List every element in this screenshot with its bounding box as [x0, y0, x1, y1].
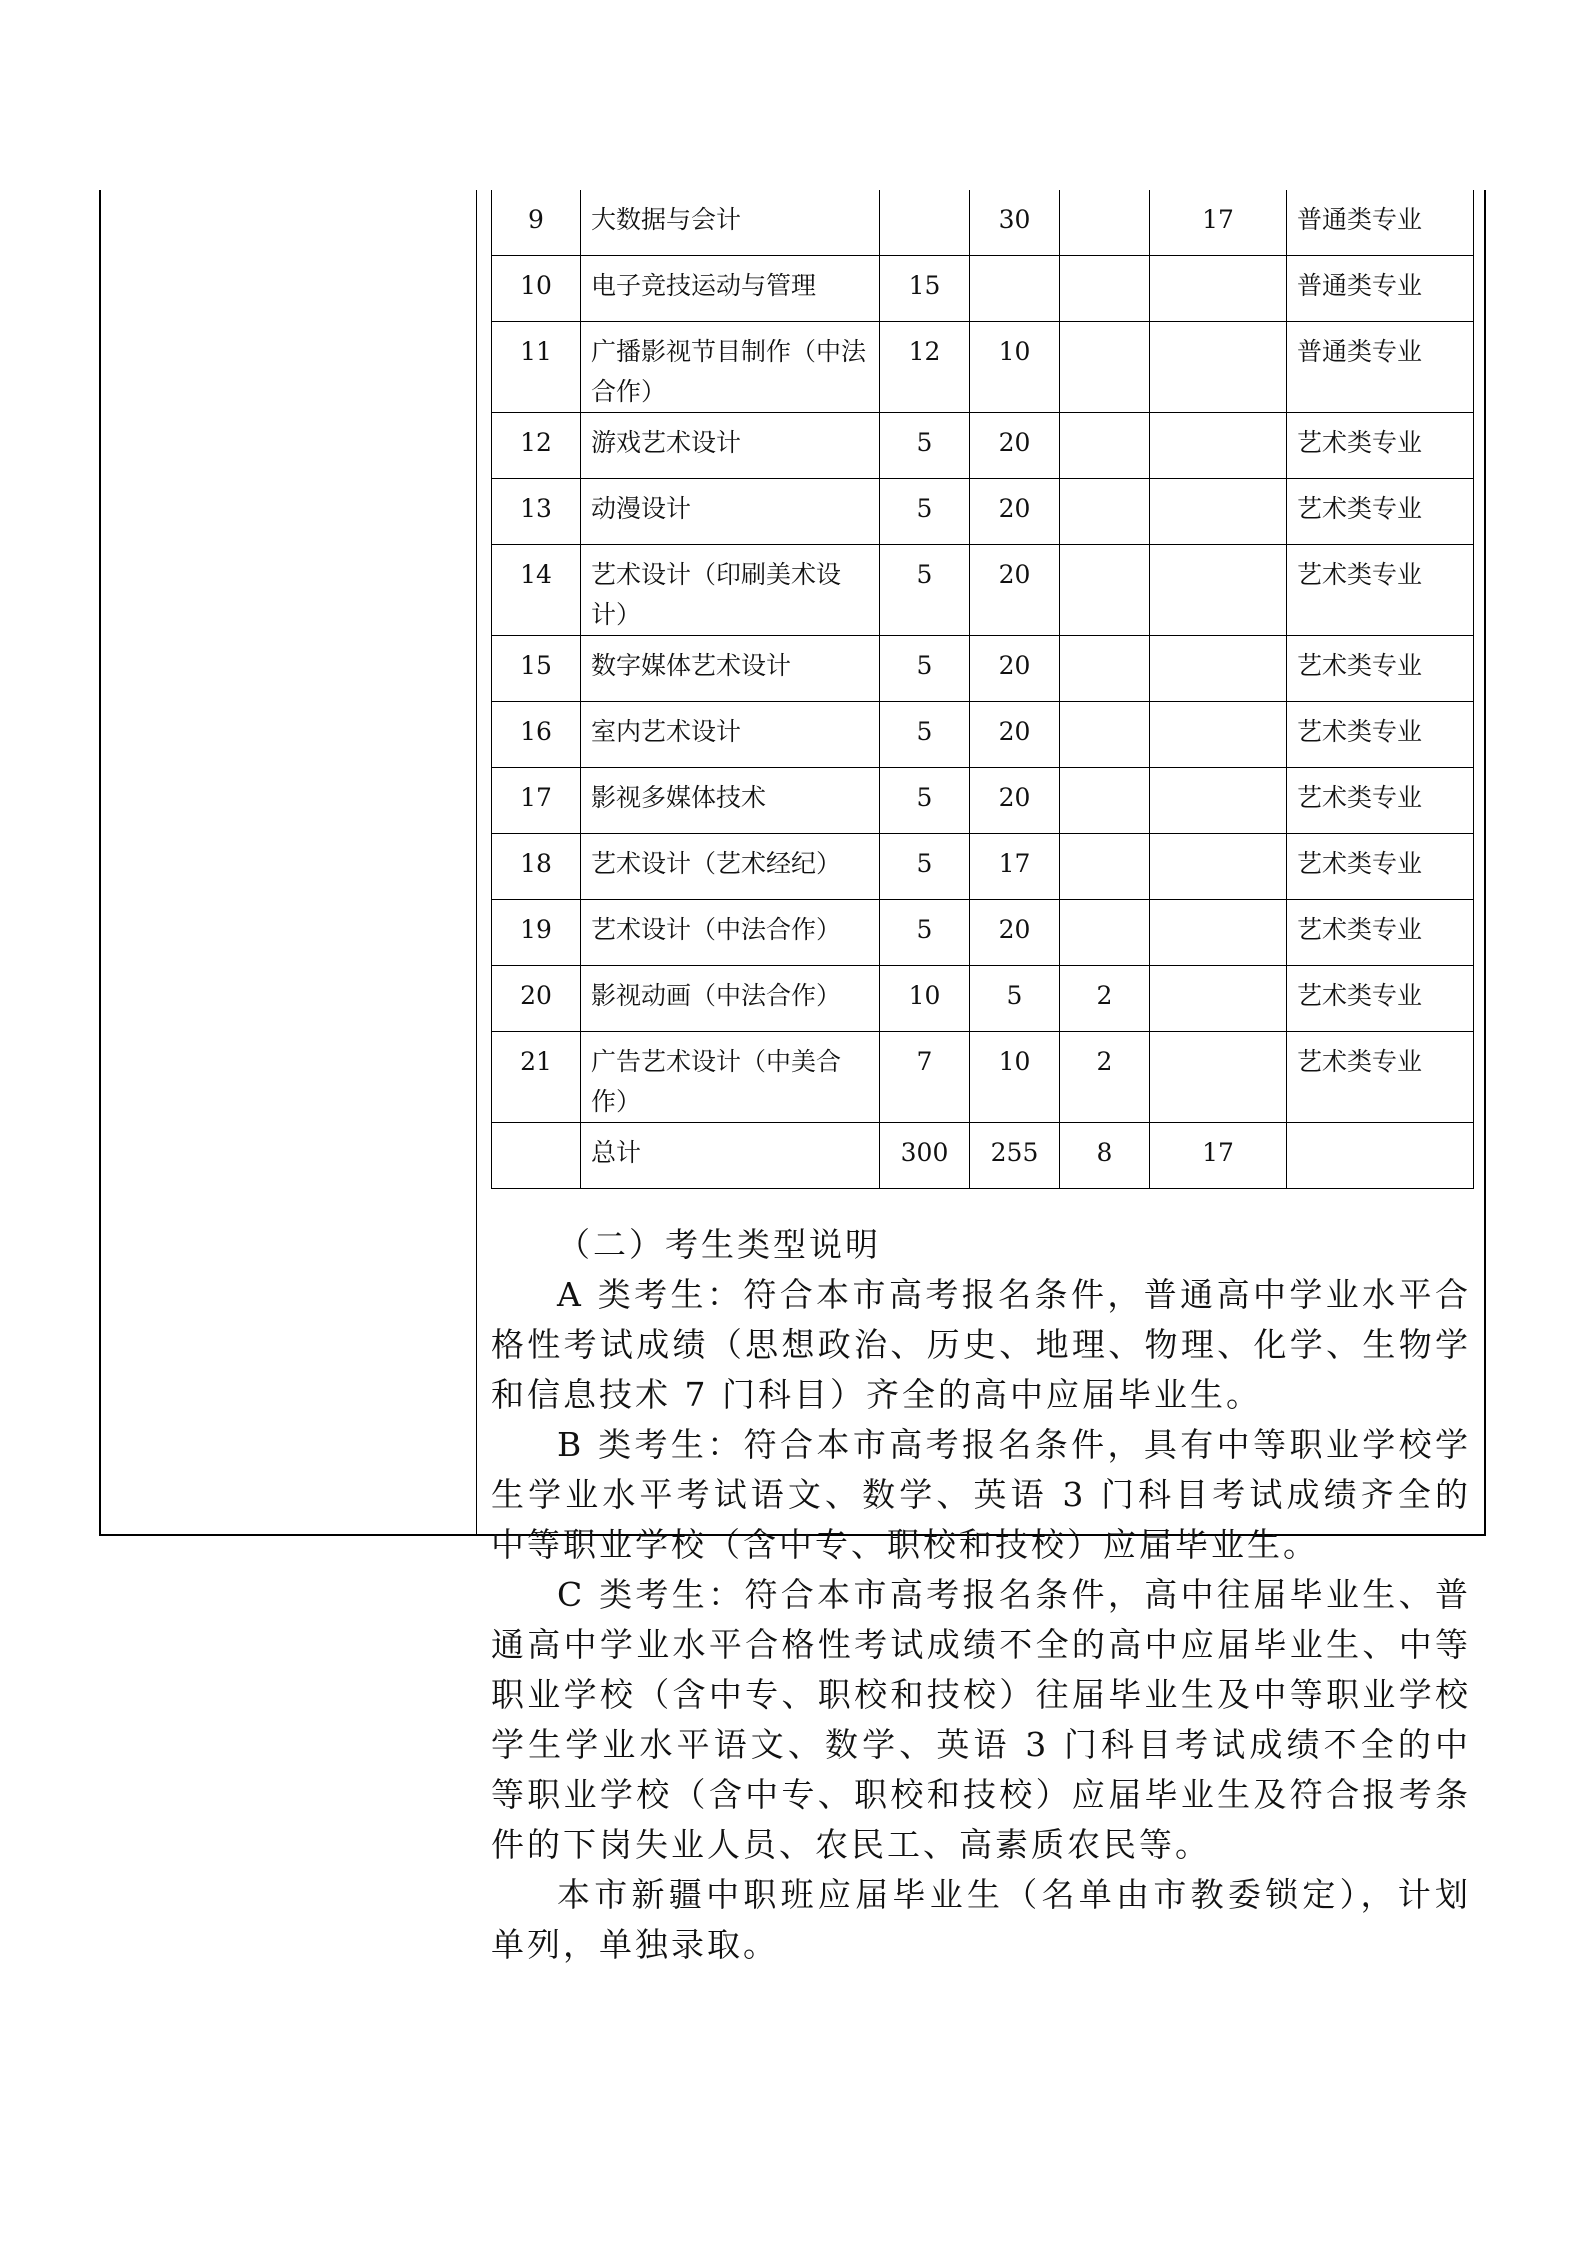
quota-d — [1150, 545, 1287, 636]
quota-c: 2 — [1060, 1032, 1150, 1123]
quota-d — [1150, 966, 1287, 1032]
major-type: 普通类专业 — [1287, 322, 1474, 413]
quota-c — [1060, 834, 1150, 900]
row-number: 16 — [492, 702, 581, 768]
quota-c — [1060, 322, 1150, 413]
quota-c: 2 — [1060, 966, 1150, 1032]
row-number: 14 — [492, 545, 581, 636]
quota-d — [1150, 636, 1287, 702]
table-row — [492, 322, 1474, 413]
row-number: 18 — [492, 834, 581, 900]
table-row — [492, 966, 1474, 1032]
row-number: 17 — [492, 768, 581, 834]
major-type: 艺术类专业 — [1287, 413, 1474, 479]
major-type: 艺术类专业 — [1287, 545, 1474, 636]
quota-a: 5 — [880, 413, 970, 479]
note-paragraph-xinjiang: 本市新疆中职班应届毕业生（名单由市教委锁定），计划单列，单独录取。 — [491, 1875, 1471, 1964]
row-number: 10 — [492, 256, 581, 322]
quota-a: 5 — [880, 479, 970, 545]
major-type: 艺术类专业 — [1287, 966, 1474, 1032]
major-name: 大数据与会计 — [581, 190, 880, 256]
quota-c — [1060, 545, 1150, 636]
major-name: 动漫设计 — [581, 479, 880, 545]
note-paragraph-b: B 类考生：符合本市高考报名条件，具有中等职业学校学生学业水平考试语文、数学、英语 3 门科目考试成绩齐全的中等职业学校（含中专、职校和技校）应届毕业生。 — [491, 1425, 1471, 1564]
row-number: 15 — [492, 636, 581, 702]
table-row — [492, 256, 1474, 322]
quota-b: 5 — [970, 966, 1060, 1032]
quota-d — [1150, 256, 1287, 322]
table-row — [492, 479, 1474, 545]
quota-d — [1150, 702, 1287, 768]
table-row — [492, 900, 1474, 966]
quota-c — [1060, 190, 1150, 256]
quota-a: 12 — [880, 322, 970, 413]
note-paragraph-a: A 类考生：符合本市高考报名条件，普通高中学业水平合格性考试成绩（思想政治、历史、地理、物理、化学、生物学和信息技术 7 门科目）齐全的高中应届毕业生。 — [491, 1275, 1471, 1414]
quota-d — [1150, 479, 1287, 545]
major-name: 艺术设计（印刷美术设计） — [581, 545, 880, 636]
candidate-type-notes — [491, 1220, 1471, 1970]
quota-a: 10 — [880, 966, 970, 1032]
table-row — [492, 545, 1474, 636]
major-name: 影视动画（中法合作） — [581, 966, 880, 1032]
major-name: 室内艺术设计 — [581, 702, 880, 768]
row-number: 19 — [492, 900, 581, 966]
quota-a: 5 — [880, 768, 970, 834]
major-type — [1287, 1123, 1474, 1189]
table-row — [492, 413, 1474, 479]
quota-d — [1150, 768, 1287, 834]
quota-a: 7 — [880, 1032, 970, 1123]
total-row — [492, 1123, 1474, 1189]
major-type: 艺术类专业 — [1287, 479, 1474, 545]
quota-a: 5 — [880, 636, 970, 702]
row-number: 9 — [492, 190, 581, 256]
quota-c — [1060, 900, 1150, 966]
major-type: 艺术类专业 — [1287, 768, 1474, 834]
major-name: 艺术设计（中法合作） — [581, 900, 880, 966]
row-number — [492, 1123, 581, 1189]
major-name: 数字媒体艺术设计 — [581, 636, 880, 702]
quota-a: 15 — [880, 256, 970, 322]
quota-b: 20 — [970, 545, 1060, 636]
row-number: 11 — [492, 322, 581, 413]
quota-b: 30 — [970, 190, 1060, 256]
total-label: 总计 — [581, 1123, 880, 1189]
major-name: 游戏艺术设计 — [581, 413, 880, 479]
total-b: 255 — [970, 1123, 1060, 1189]
total-d: 17 — [1150, 1123, 1287, 1189]
table-row — [492, 636, 1474, 702]
major-type: 艺术类专业 — [1287, 1032, 1474, 1123]
enrollment-plan-table — [491, 190, 1474, 1189]
quota-b: 20 — [970, 768, 1060, 834]
quota-b: 10 — [970, 322, 1060, 413]
quota-b: 10 — [970, 1032, 1060, 1123]
quota-b: 20 — [970, 479, 1060, 545]
section-heading: （二）考生类型说明 — [557, 1225, 881, 1264]
table-row — [492, 1032, 1474, 1123]
major-type: 艺术类专业 — [1287, 702, 1474, 768]
table-row — [492, 702, 1474, 768]
note-paragraph-c: C 类考生：符合本市高考报名条件，高中往届毕业生、普通高中学业水平合格性考试成绩不全的高中应届毕业生、中等职业学校（含中专、职校和技校）往届毕业生及中等职业学校学生学业水平语文、数学、英语 3 门科目考试成绩不全的中等职业学校（含中专、职校和技校）应届毕业生及符合报考条件的下岗失业人员、农民工、高素质农民等。 — [491, 1575, 1471, 1864]
quota-a: 5 — [880, 702, 970, 768]
quota-b: 20 — [970, 636, 1060, 702]
major-name: 艺术设计（艺术经纪） — [581, 834, 880, 900]
quota-b: 20 — [970, 413, 1060, 479]
quota-d: 17 — [1150, 190, 1287, 256]
quota-d — [1150, 1032, 1287, 1123]
row-number: 12 — [492, 413, 581, 479]
major-type: 艺术类专业 — [1287, 834, 1474, 900]
total-c: 8 — [1060, 1123, 1150, 1189]
quota-b: 17 — [970, 834, 1060, 900]
quota-c — [1060, 702, 1150, 768]
table-row — [492, 768, 1474, 834]
row-number: 20 — [492, 966, 581, 1032]
quota-a: 5 — [880, 834, 970, 900]
quota-d — [1150, 900, 1287, 966]
row-number: 21 — [492, 1032, 581, 1123]
quota-a: 5 — [880, 545, 970, 636]
quota-b: 20 — [970, 900, 1060, 966]
quota-d — [1150, 322, 1287, 413]
table-row — [492, 834, 1474, 900]
quota-c — [1060, 636, 1150, 702]
major-name: 影视多媒体技术 — [581, 768, 880, 834]
major-name: 广播影视节目制作（中法合作） — [581, 322, 880, 413]
major-type: 艺术类专业 — [1287, 636, 1474, 702]
quota-b — [970, 256, 1060, 322]
quota-a: 5 — [880, 900, 970, 966]
total-a: 300 — [880, 1123, 970, 1189]
table-row — [492, 190, 1474, 256]
quota-c — [1060, 413, 1150, 479]
major-type: 普通类专业 — [1287, 190, 1474, 256]
quota-d — [1150, 413, 1287, 479]
row-number: 13 — [492, 479, 581, 545]
major-name: 广告艺术设计（中美合作） — [581, 1032, 880, 1123]
major-type: 普通类专业 — [1287, 256, 1474, 322]
quota-d — [1150, 834, 1287, 900]
frame-column-divider — [476, 190, 477, 1535]
quota-c — [1060, 768, 1150, 834]
quota-c — [1060, 479, 1150, 545]
quota-c — [1060, 256, 1150, 322]
major-type: 艺术类专业 — [1287, 900, 1474, 966]
major-name: 电子竞技运动与管理 — [581, 256, 880, 322]
quota-b: 20 — [970, 702, 1060, 768]
quota-a — [880, 190, 970, 256]
